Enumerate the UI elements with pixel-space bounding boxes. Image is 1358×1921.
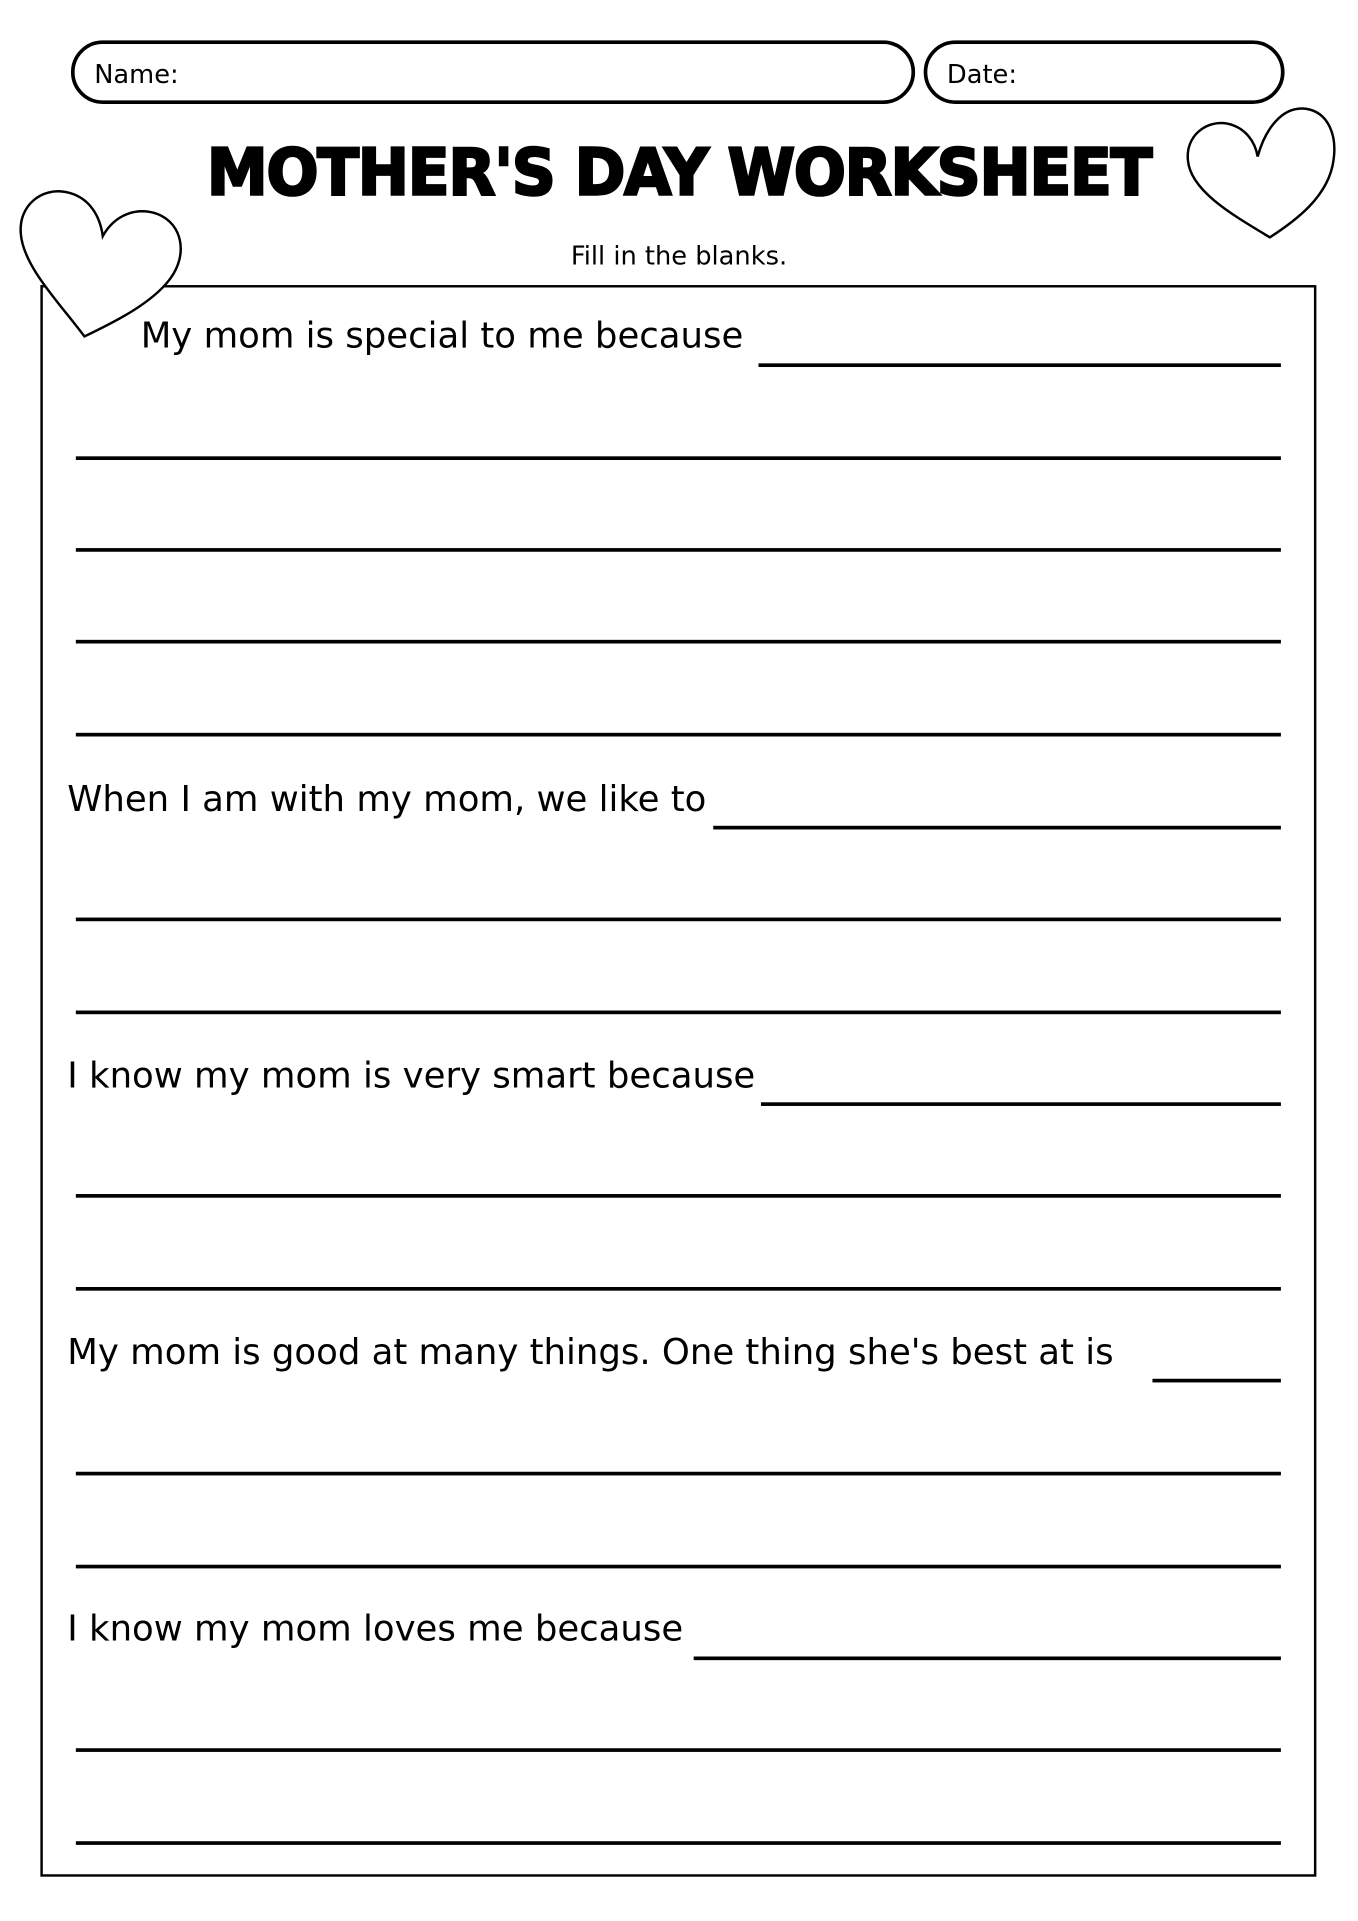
question-2-prompt: When I am with my mom, we like to (67, 778, 707, 820)
answer-line[interactable] (76, 1287, 1281, 1290)
name-label: Name: (94, 59, 179, 90)
answer-line[interactable] (761, 1102, 1281, 1105)
answer-line[interactable] (76, 918, 1281, 921)
question-5-prompt: I know my mom loves me because (67, 1607, 684, 1650)
question-1-prompt: My mom is special to me because (140, 314, 744, 357)
answer-line[interactable] (76, 1472, 1281, 1475)
page-title: MOTHER'S DAY WORKSHEET (206, 135, 1152, 210)
answer-line[interactable] (76, 1748, 1281, 1751)
date-label: Date: (946, 59, 1017, 90)
answer-line[interactable] (76, 1565, 1281, 1568)
name-field[interactable] (71, 40, 915, 104)
answer-line[interactable] (713, 826, 1281, 829)
answer-line[interactable] (76, 640, 1281, 643)
answer-line[interactable] (694, 1656, 1281, 1659)
question-3-prompt: I know my mom is very smart because (67, 1054, 756, 1097)
answer-line[interactable] (76, 548, 1281, 551)
answer-line[interactable] (759, 363, 1281, 366)
answer-line[interactable] (1152, 1379, 1280, 1382)
heart-icon (1184, 105, 1338, 242)
answer-line[interactable] (76, 1841, 1281, 1844)
instructions: Fill in the blanks. (570, 241, 788, 271)
question-4-prompt: My mom is good at many things. One thing she's best at is (67, 1331, 1114, 1373)
date-field[interactable] (924, 40, 1285, 104)
answer-line[interactable] (76, 456, 1281, 459)
answer-line[interactable] (76, 1011, 1281, 1014)
answer-line[interactable] (76, 1194, 1281, 1197)
answer-line[interactable] (76, 733, 1281, 736)
